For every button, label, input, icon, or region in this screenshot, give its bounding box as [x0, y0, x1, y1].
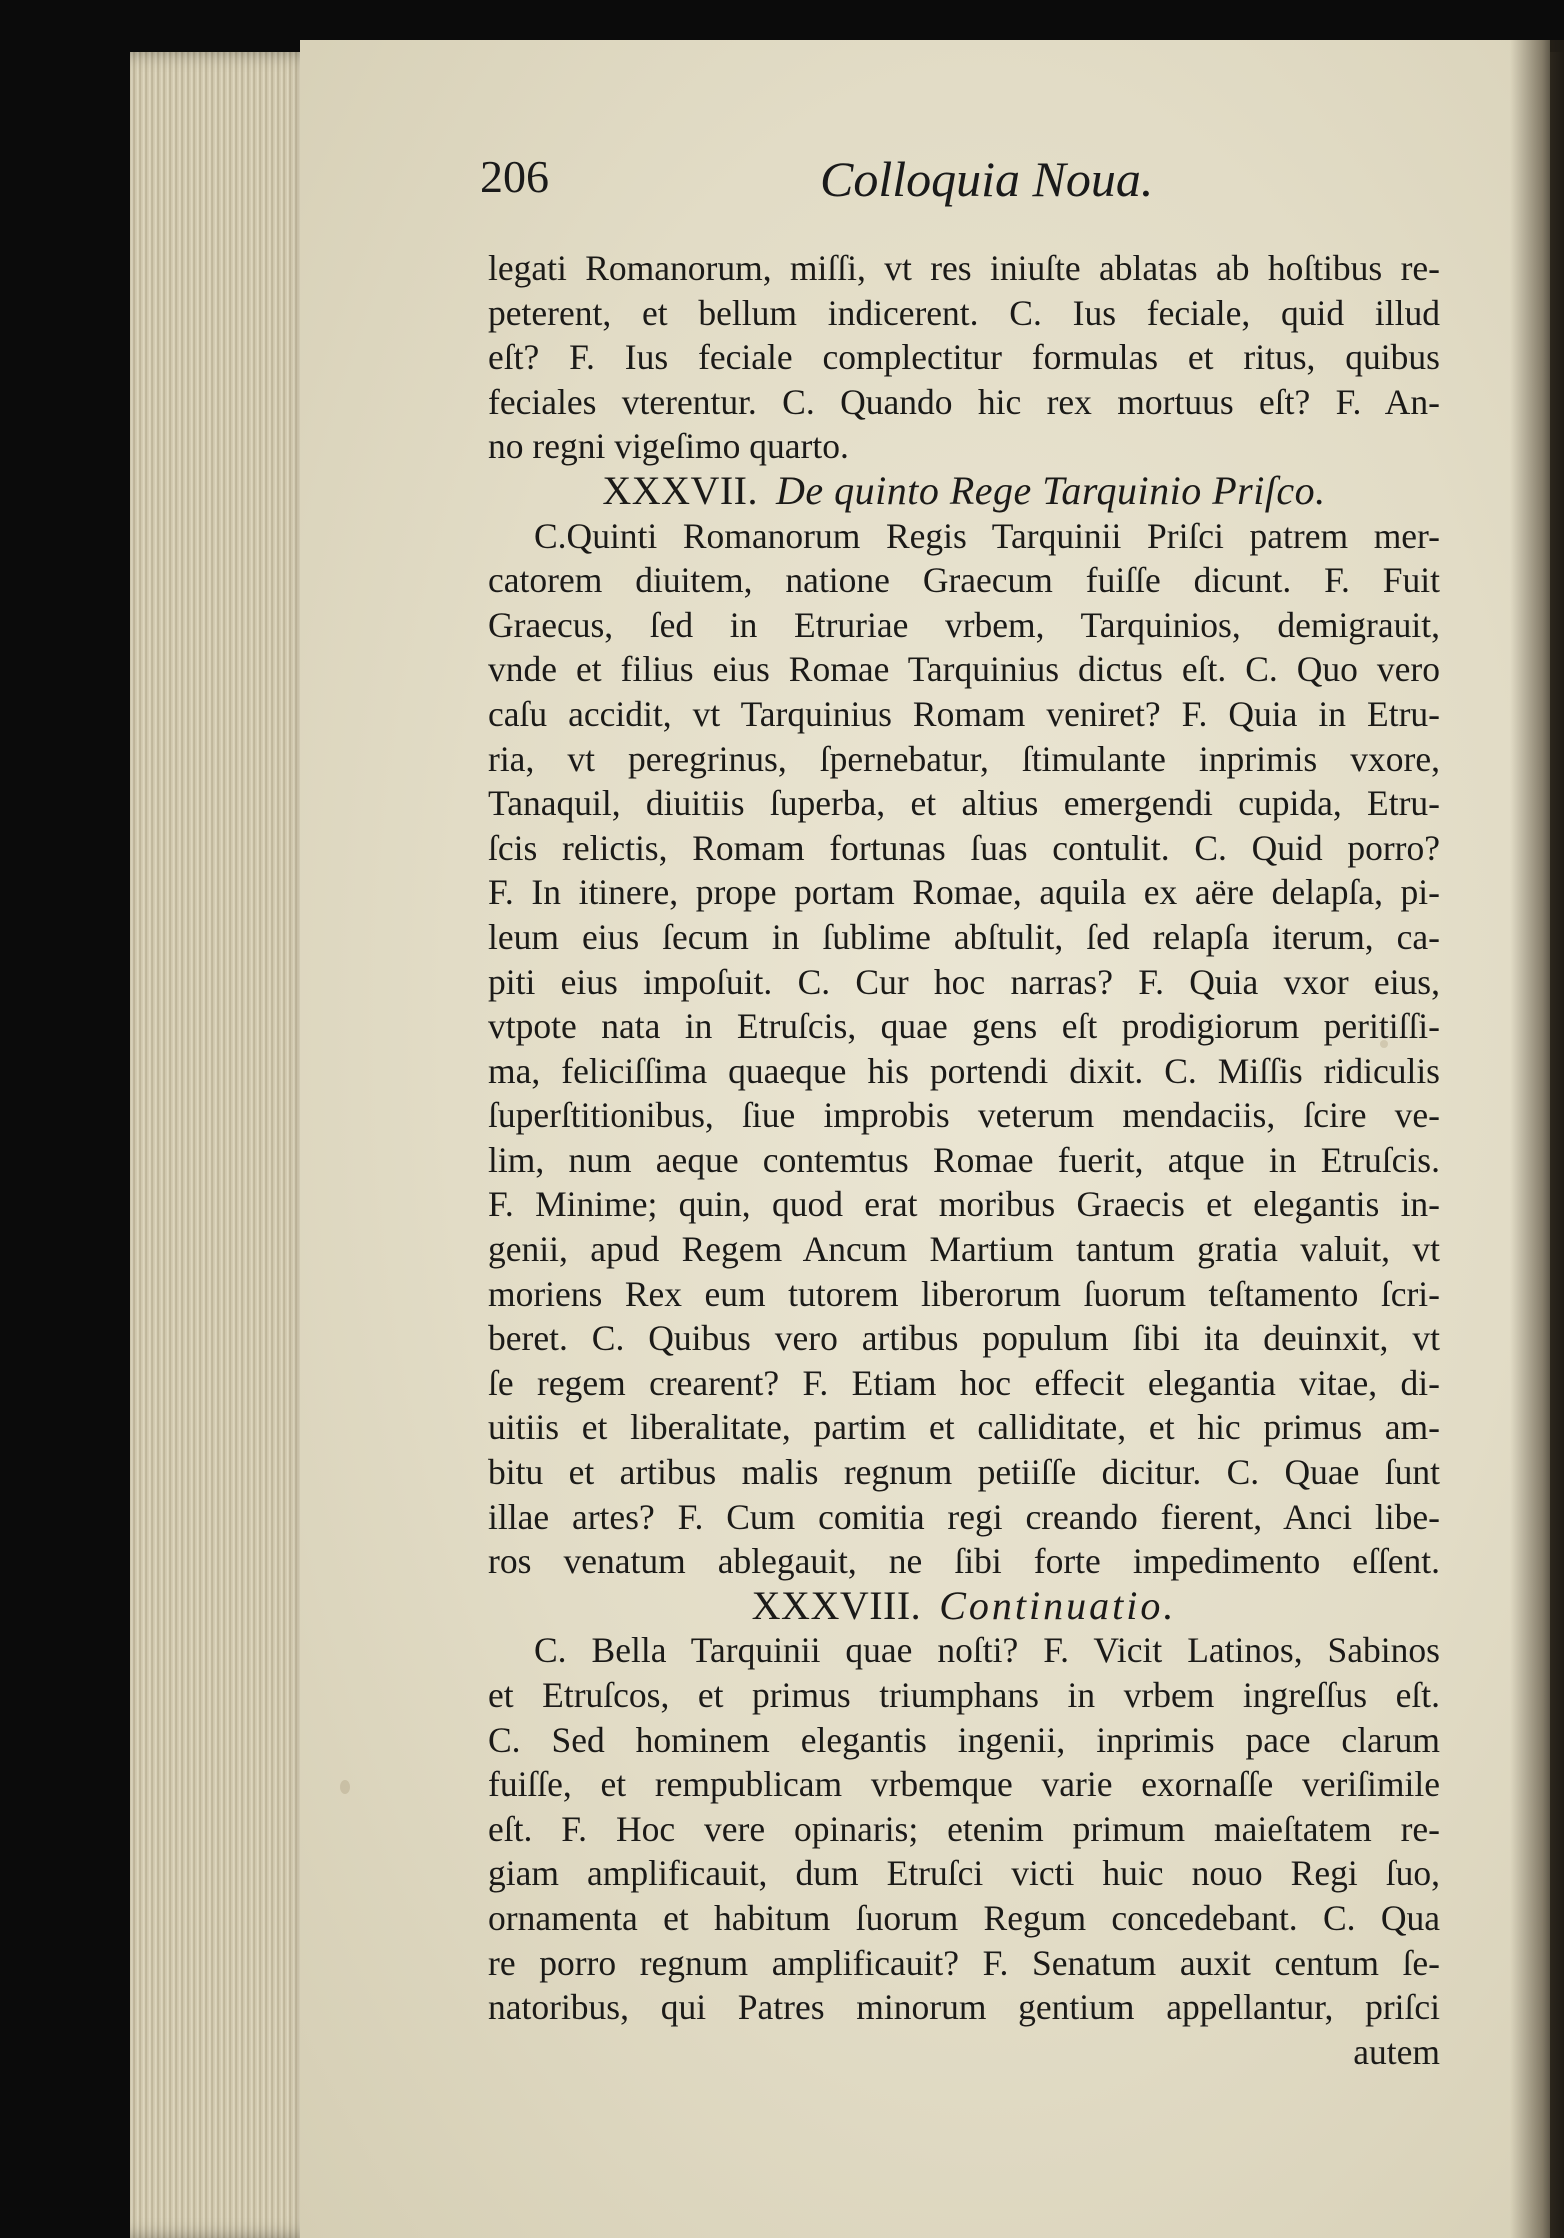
section-number: XXXVIII.: [751, 1582, 922, 1628]
text-line: natoribus, qui Patres minorum gentium appellantur, priſci: [488, 1987, 1440, 2028]
text-line: Graecus, ſed in Etruriae vrbem, Tarquinios, demigrauit,: [488, 604, 1440, 645]
text-line: Tanaquil, diuitiis ſuperba, et altius emergendi cupida, Etru-: [488, 783, 1440, 824]
text-line: eſt? F. Ius feciale complectitur formulas et ritus, quibus: [488, 337, 1440, 378]
text-line: fuiſſe, et rempublicam vrbemque varie exornaſſe veriſimile: [488, 1764, 1440, 1805]
text-line: ſcis relictis, Romam fortunas ſuas contulit. C. Quid porro?: [488, 827, 1440, 868]
text-line: vtpote nata in Etruſcis, quae gens eſt prodigiorum peritiſſi-: [488, 1006, 1440, 1047]
text-line: peterent, et bellum indicerent. C. Ius feciale, quid illud: [488, 292, 1440, 333]
text-line: bitu et artibus malis regnum petiiſſe dicitur. C. Quae ſunt: [488, 1452, 1440, 1493]
section-heading-38: [488, 1584, 1440, 1629]
text-line: F. Minime; quin, quod erat moribus Graecis et elegantis in-: [488, 1184, 1440, 1225]
text-line: moriens Rex eum tutorem liberorum ſuorum teſtamento ſcri-: [488, 1273, 1440, 1314]
page-number: 206: [480, 151, 549, 202]
running-head: Colloquia Noua.: [820, 151, 1154, 207]
text-line: ria, vt peregrinus, ſpernebatur, ſtimulante inprimis vxore,: [488, 738, 1440, 779]
catchword: autem: [1353, 2031, 1440, 2072]
text-line: piti eius impoſuit. C. Cur hoc narras? F. Quia vxor eius,: [488, 961, 1440, 1002]
text-line: re porro regnum amplificauit? F. Senatum auxit centum ſe-: [488, 1942, 1440, 1983]
text-line: et Etruſcos, et primus triumphans in vrbem ingreſſus eſt.: [488, 1675, 1440, 1715]
text-line: illae artes? F. Cum comitia regi creando fierent, Anci libe-: [488, 1496, 1440, 1537]
body-text: [488, 246, 1440, 2074]
text-line: vnde et filius eius Romae Tarquinius dictus eſt. C. Quo vero: [488, 649, 1440, 690]
gutter-shadow: [1510, 40, 1564, 2238]
text-line: uitiis et liberalitate, partim et calliditate, et hic primus am-: [488, 1407, 1440, 1448]
section-number: XXXVII.: [602, 467, 758, 513]
text-line: C. Sed hominem elegantis ingenii, inprimis pace clarum: [488, 1719, 1440, 1760]
section-heading-37: [488, 469, 1440, 514]
section-title: Continuatio.: [939, 1582, 1177, 1628]
text-line: ſe regem crearent? F. Etiam hoc effecit elegantia vitae, di-: [488, 1362, 1440, 1403]
page-edges: [130, 52, 320, 2238]
text-line: C.Quinti Romanorum Regis Tarquinii Priſci patrem mer-: [534, 515, 1440, 556]
text-line: ma, feliciſſima quaeque his portendi dixit. C. Miſſis ridiculis: [488, 1050, 1440, 1091]
text-line: catorem diuitem, natione Graecum fuiſſe dicunt. F. Fuit: [488, 560, 1440, 601]
page-header: [480, 150, 1480, 220]
text-line: no regni vigeſimo quarto.: [488, 426, 849, 467]
text-line: caſu accidit, vt Tarquinius Romam veniret? F. Quia in Etru-: [488, 693, 1440, 734]
text-line: giam amplificauit, dum Etruſci victi huic nouo Regi ſuo,: [488, 1853, 1440, 1894]
text-line: ros venatum ablegauit, ne ſibi forte impedimento eſſent.: [488, 1541, 1440, 1582]
text-line: feciales vterentur. C. Quando hic rex mortuus eſt? F. An-: [488, 381, 1440, 422]
text-line: genii, apud Regem Ancum Martium tantum gratia valuit, vt: [488, 1229, 1440, 1270]
text-line: C. Bella Tarquinii quae noſti? F. Vicit Latinos, Sabinos: [534, 1630, 1440, 1671]
text-line: legati Romanorum, miſſi, vt res iniuſte ablatas ab hoſtibus re-: [488, 248, 1440, 288]
section-title: De quinto Rege Tarquinio Priſco.: [776, 467, 1326, 513]
text-line: ſuperſtitionibus, ſiue improbis veterum mendaciis, ſcire ve-: [488, 1095, 1440, 1136]
text-line: lim, num aeque contemtus Romae fuerit, atque in Etruſcis.: [488, 1139, 1440, 1180]
foxing-spot: [340, 1780, 350, 1794]
text-line: beret. C. Quibus vero artibus populum ſibi ita deuinxit, vt: [488, 1318, 1440, 1359]
text-line: F. In itinere, prope portam Romae, aquila ex aëre delapſa, pi-: [488, 872, 1440, 913]
text-line: leum eius ſecum in ſublime abſtulit, ſed relapſa iterum, ca-: [488, 916, 1440, 957]
text-line: eſt. F. Hoc vere opinaris; etenim primum maieſtatem re-: [488, 1808, 1440, 1849]
text-line: ornamenta et habitum ſuorum Regum concedebant. C. Qua: [488, 1897, 1440, 1938]
